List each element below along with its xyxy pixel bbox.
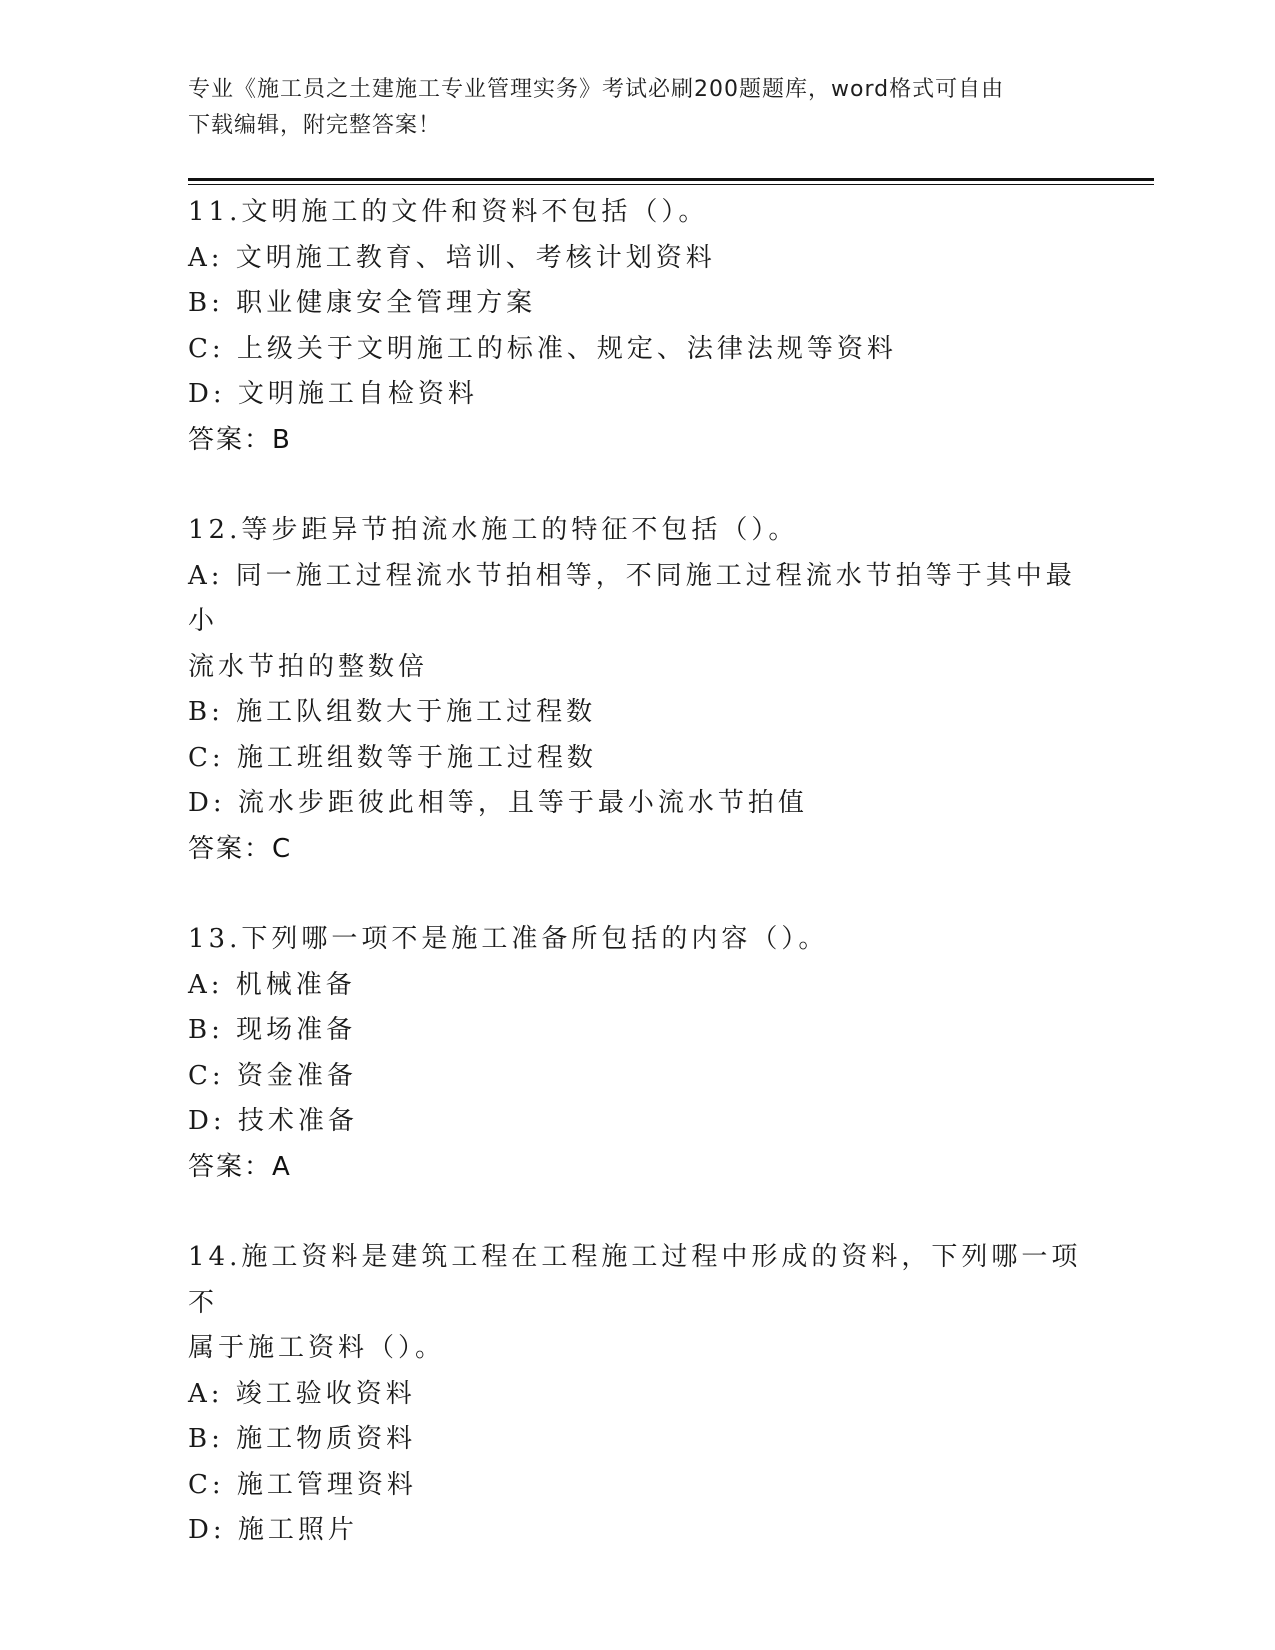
option-d: D: 流水步距彼此相等，且等于最小流水节拍值 [188, 788, 808, 818]
answer: 答案：A [188, 1151, 292, 1182]
question-14 [188, 1235, 1088, 1554]
option-a-continued: 流水节拍的整数倍 [188, 651, 429, 682]
question-stem-continued: 属于施工资料（）。 [188, 1333, 446, 1363]
option-a: A: 竣工验收资料 [188, 1378, 416, 1409]
option-c: C: 施工管理资料 [188, 1469, 417, 1500]
option-b: B: 施工队组数大于施工过程数 [188, 697, 597, 727]
option-b: B: 职业健康安全管理方案 [188, 288, 537, 318]
question-13 [188, 917, 1088, 1190]
answer: 答案：B [188, 424, 292, 455]
header-line-1: 专业《施工员之土建施工专业管理实务》考试必刷200题题库，word格式可自由 [188, 77, 1005, 102]
answer: 答案：C [188, 833, 293, 864]
option-c: C: 资金准备 [188, 1060, 357, 1091]
header-divider-thick [188, 178, 1154, 181]
question-stem: 13.下列哪一项不是施工准备所包括的内容（）。 [188, 924, 829, 954]
option-d: D: 施工照片 [188, 1515, 358, 1545]
question-11 [188, 190, 1088, 463]
option-a: A: 同一施工过程流水节拍相等，不同施工过程流水节拍等于其中最小 [188, 560, 1076, 636]
header-divider-thin [188, 184, 1154, 185]
question-list [188, 190, 1088, 1599]
option-b: B: 现场准备 [188, 1015, 357, 1045]
option-a: A: 文明施工教育、培训、考核计划资料 [188, 242, 716, 273]
document-header [188, 72, 1088, 144]
question-stem: 12.等步距异节拍流水施工的特征不包括（）。 [188, 515, 799, 545]
option-c: C: 施工班组数等于施工过程数 [188, 742, 597, 773]
question-stem: 11.文明施工的文件和资料不包括（）。 [188, 197, 709, 227]
option-a: A: 机械准备 [188, 969, 356, 1000]
option-c: C: 上级关于文明施工的标准、规定、法律法规等资料 [188, 333, 897, 364]
option-d: D: 技术准备 [188, 1106, 358, 1136]
question-12 [188, 508, 1088, 872]
question-stem: 14.施工资料是建筑工程在工程施工过程中形成的资料，下列哪一项不 [188, 1242, 1082, 1318]
option-b: B: 施工物质资料 [188, 1424, 417, 1454]
option-d: D: 文明施工自检资料 [188, 379, 478, 409]
header-line-2: 下载编辑，附完整答案！ [188, 113, 442, 138]
